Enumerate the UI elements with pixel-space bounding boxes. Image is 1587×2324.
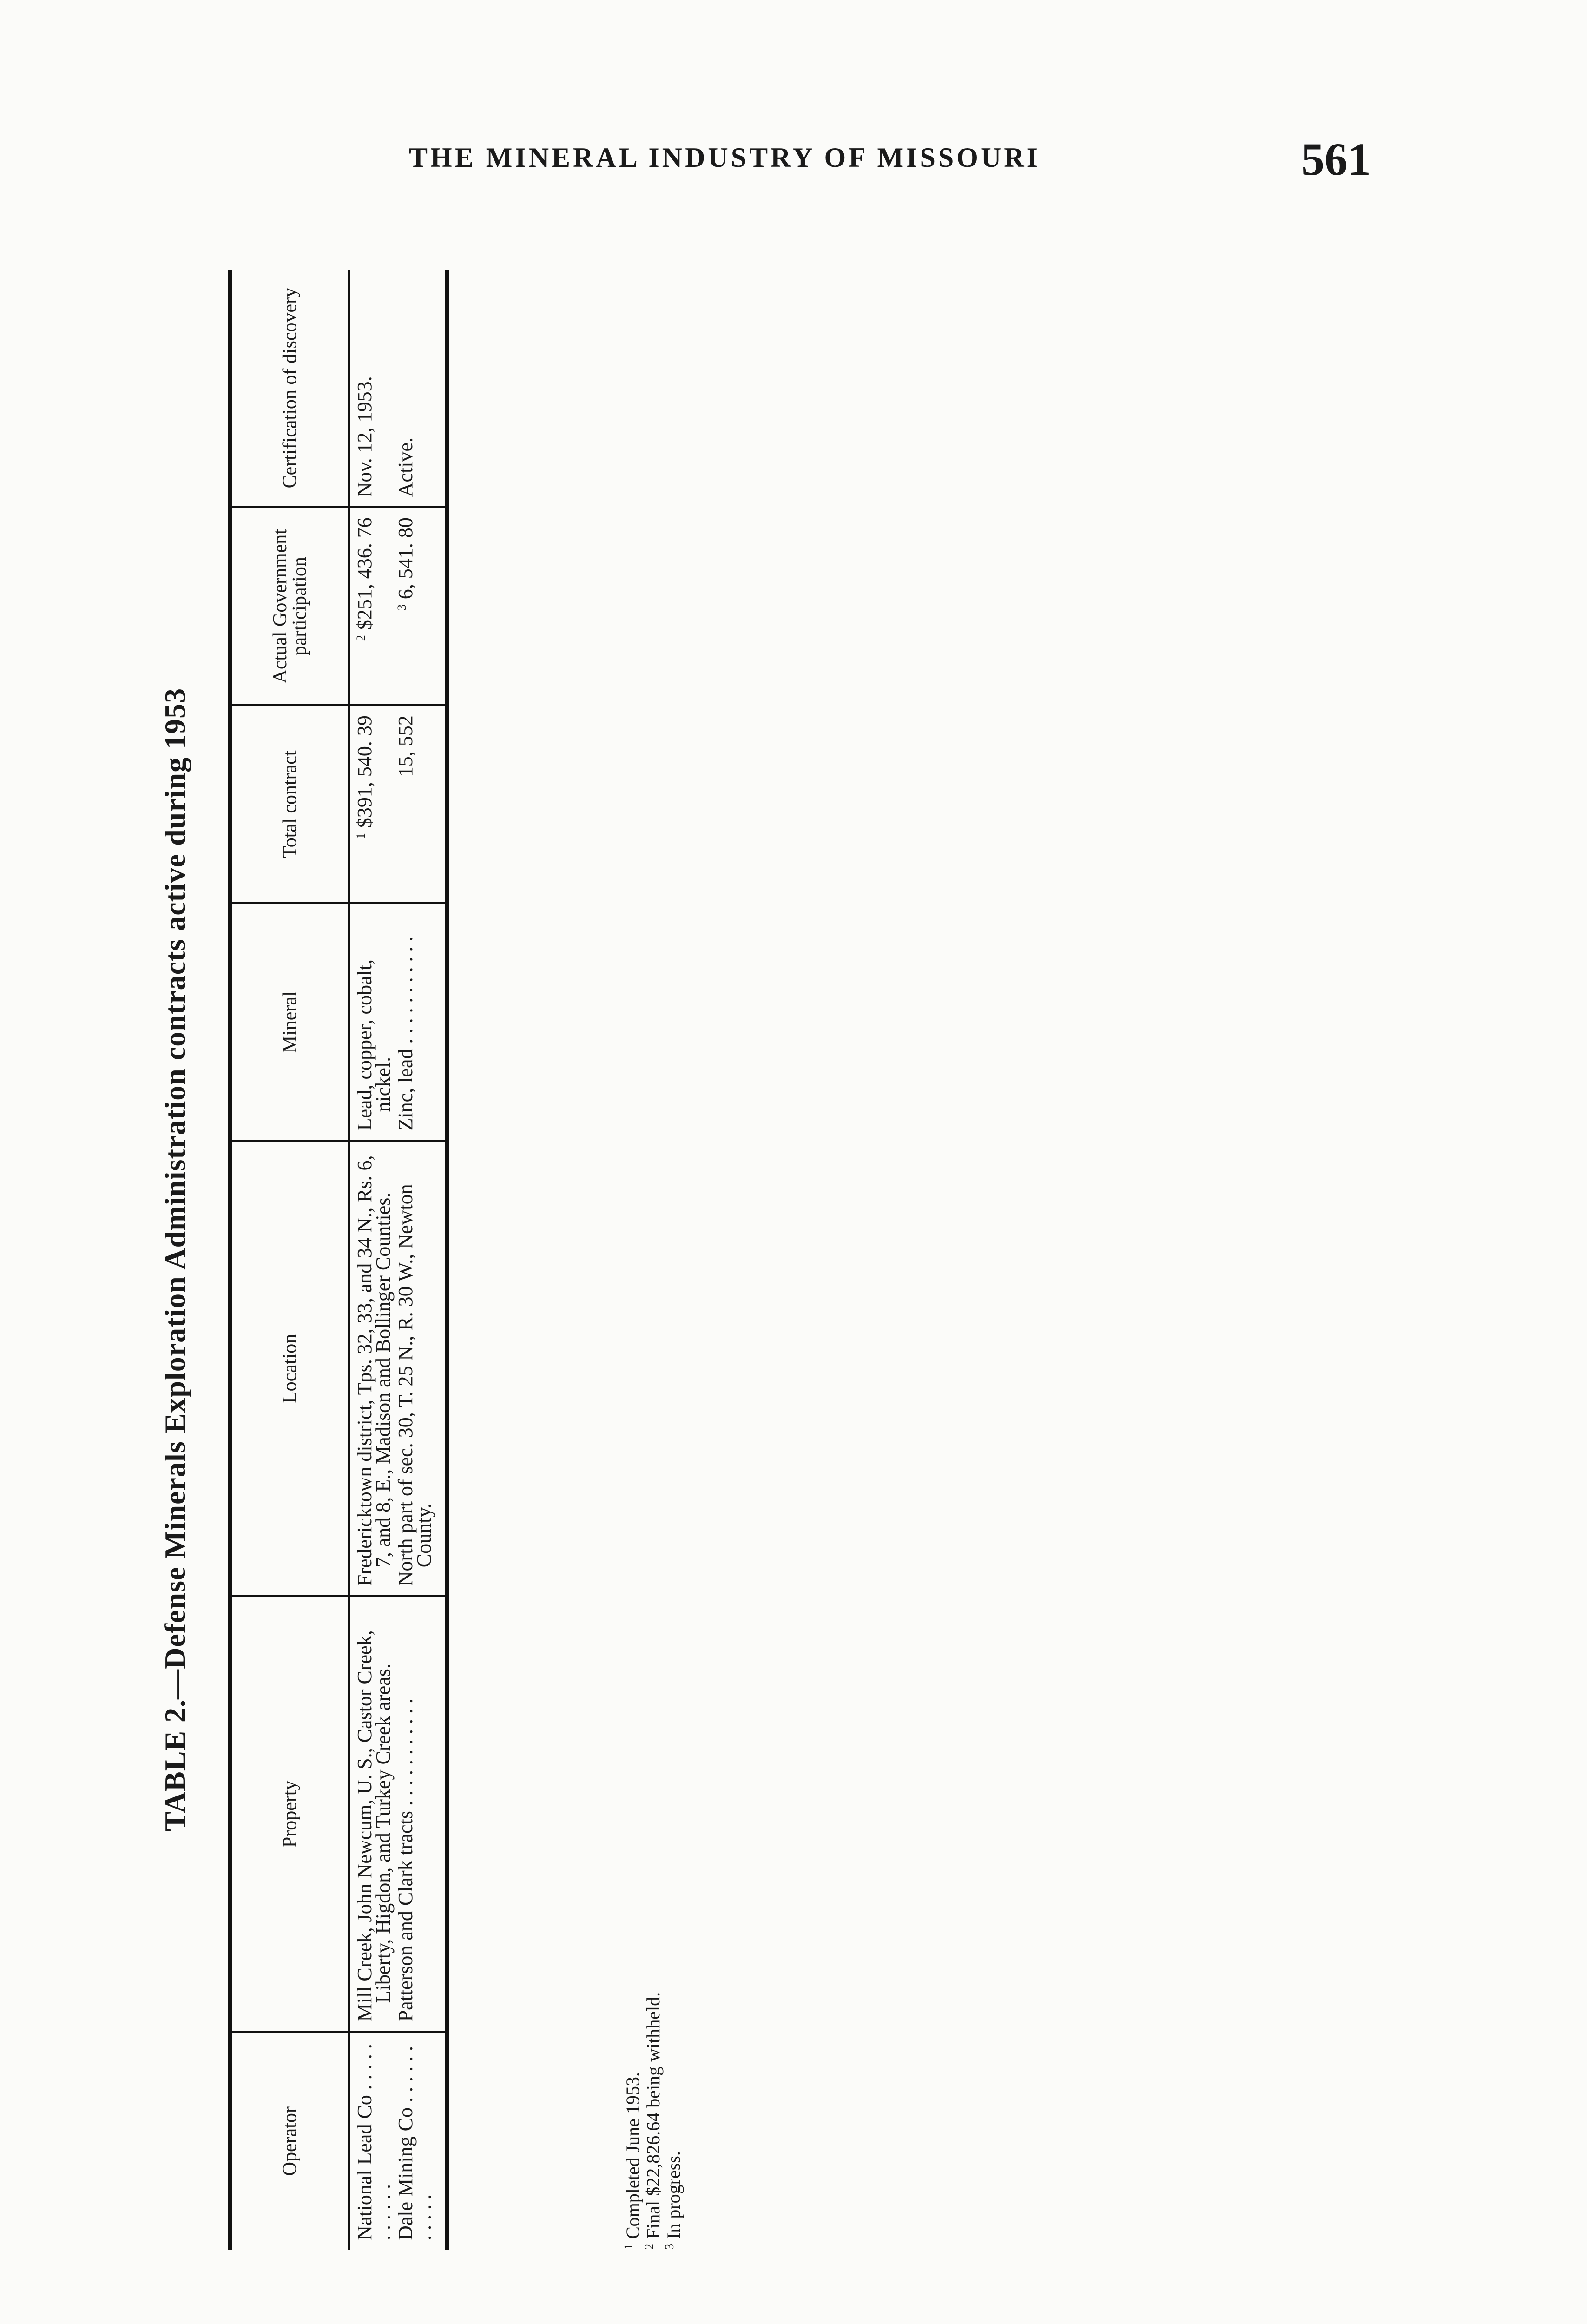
- footnotes: [623, 1992, 684, 2250]
- footnote-mark: 3: [663, 2244, 676, 2250]
- footnote-mark: 3: [395, 604, 408, 611]
- operator-text: National Lead Co . . .: [356, 2042, 393, 2240]
- mineral-text: Zinc, lead . . .: [396, 913, 415, 1130]
- property-text: Patterson and Clark tracts . . .: [396, 1606, 415, 2021]
- table-header-row: [230, 270, 349, 2250]
- footnote-mark: 2: [642, 2244, 656, 2250]
- column-header-operator: Operator: [230, 2032, 349, 2250]
- cell-location: North part of sec. 30, T. 25 N., R. 30 W., Newton County.: [396, 1141, 447, 1596]
- total-contract-value: $391, 540. 39: [353, 715, 376, 828]
- cell-operator: [349, 2032, 396, 2250]
- footnote-mark: 1: [622, 2244, 635, 2250]
- footnote-text: Final $22,826.64 being withheld.: [643, 1992, 664, 2239]
- cell-property: Mill Creek, John Newcum, U. S., Castor Creek, Liberty, Higdon, and Turkey Creek areas.: [349, 1596, 396, 2032]
- cell-location: Fredericktown district, Tps. 32, 33, and 34 N., Rs. 6, 7, and 8, E., Madison and Bollinger Counties.: [349, 1141, 396, 1596]
- total-contract-value: 15, 552: [394, 715, 417, 777]
- gov-participation-value: $251, 436. 76: [353, 517, 376, 630]
- cell-property: [396, 1596, 447, 2032]
- table-caption: TABLE 2.—Defense Minerals Exploration Administration contracts active during 1953: [158, 687, 191, 1832]
- gov-participation-value: 6, 541. 80: [394, 517, 417, 600]
- column-header-total-contract: Total contract: [230, 705, 349, 903]
- cell-certification: Nov. 12, 1953.: [349, 270, 396, 507]
- column-header-property: Property: [230, 1596, 349, 2032]
- cell-operator: [396, 2032, 447, 2250]
- table-row: [396, 270, 447, 2250]
- footnote: [623, 1992, 643, 2250]
- cell-gov-participation: [396, 507, 447, 705]
- cell-gov-participation: [349, 507, 396, 705]
- column-header-certification: Certification of discovery: [230, 270, 349, 507]
- footnote: [643, 1992, 664, 2250]
- cell-total-contract: [396, 705, 447, 903]
- contracts-table: [228, 270, 449, 2250]
- column-header-location: Location: [230, 1141, 349, 1596]
- column-header-gov-participation: Actual Government participation: [230, 507, 349, 705]
- page-number: 561: [1301, 133, 1371, 185]
- footnote: [664, 1992, 684, 2250]
- cell-mineral: [396, 903, 447, 1141]
- footnote-mark: 1: [354, 833, 368, 839]
- column-header-mineral: Mineral: [230, 903, 349, 1141]
- footnote-text: In progress.: [663, 2151, 684, 2239]
- operator-text: Dale Mining Co . . .: [396, 2042, 434, 2240]
- footnote-text: Completed June 1953.: [622, 2072, 643, 2239]
- rotated-table-block: [158, 242, 684, 2278]
- cell-mineral: Lead, copper, cobalt, nickel.: [349, 903, 396, 1141]
- cell-total-contract: [349, 705, 396, 903]
- running-head: THE MINERAL INDUSTRY OF MISSOURI: [409, 142, 1040, 173]
- footnote-mark: 2: [354, 635, 368, 641]
- cell-certification: Active.: [396, 270, 447, 507]
- table-row: [349, 270, 396, 2250]
